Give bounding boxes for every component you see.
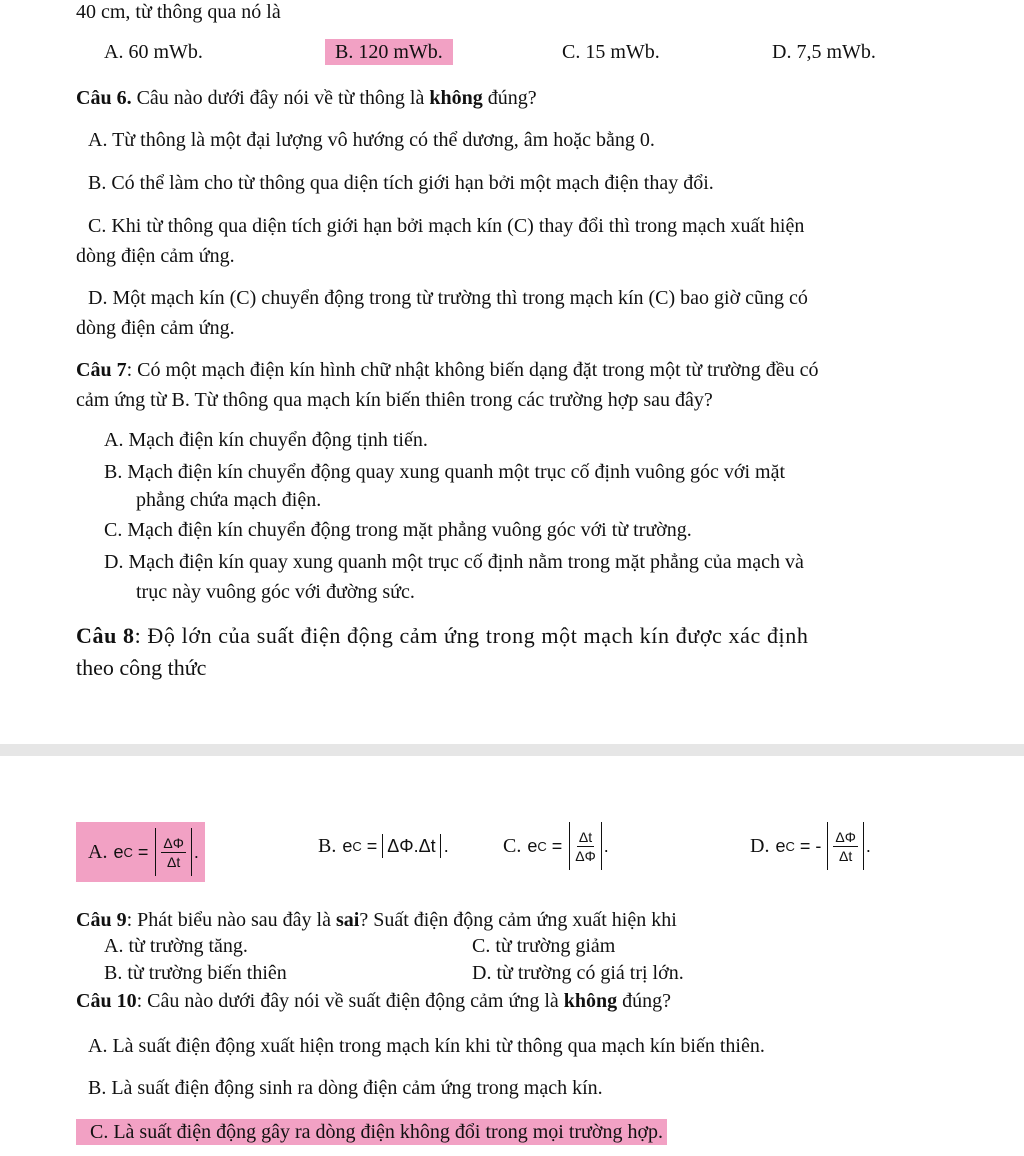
q9-option-a: A. từ trường tăng. [104, 935, 248, 957]
q7-option-c: C. Mạch điện kín chuyển động trong mặt phẳng vuông góc với từ trường. [104, 519, 692, 541]
q10-option-c-highlight: C. Là suất điện động gây ra dòng điện không đổi trong mọi trường hợp. [76, 1119, 667, 1145]
q9-question: Câu 9: Phát biểu nào sau đây là sai? Suất điện động cảm ứng xuất hiện khi [76, 909, 677, 931]
q6-label: Câu 6. [76, 87, 132, 109]
q7-question-line2: cảm ứng từ B. Từ thông qua mạch kín biến thiên trong các trường hợp sau đây? [76, 389, 713, 411]
q8-question-line1: Câu 8: Độ lớn của suất điện động cảm ứng trong một mạch kín được xác định [76, 623, 809, 648]
q10-label: Câu 10 [76, 990, 137, 1012]
q6-option-a: A. Từ thông là một đại lượng vô hướng có thể dương, âm hoặc bằng 0. [88, 129, 655, 151]
q7-option-b-line2: phẳng chứa mạch điện. [136, 489, 322, 511]
q5-tail: 40 cm, từ thông qua nó là [76, 1, 281, 23]
q7-option-b-line1: B. Mạch điện kín chuyển động quay xung quanh một trục cố định vuông góc với mặt [104, 461, 786, 483]
q8-option-b: B. e C = ΔΦ.Δt . [318, 834, 449, 857]
q5-option-b-highlight: B. 120 mWb. [325, 39, 453, 65]
q8-question-line2: theo công thức [76, 655, 207, 680]
q9-option-d: D. từ trường có giá trị lớn. [472, 962, 684, 984]
q9-option-c: C. từ trường giảm [472, 935, 616, 957]
q6-option-c-line1: C. Khi từ thông qua diện tích giới hạn bởi mạch kín (C) thay đổi thì trong mạch xuất hiện [88, 215, 805, 237]
q7-option-a: A. Mạch điện kín chuyển động tịnh tiến. [104, 429, 428, 451]
q9-label: Câu 9 [76, 909, 127, 931]
q5-option-d: D. 7,5 mWb. [772, 41, 876, 63]
q7-option-d-line2: trục này vuông góc với đường sức. [136, 581, 415, 603]
q5-option-a: A. 60 mWb. [104, 41, 203, 63]
q10-option-b: B. Là suất điện động sinh ra dòng điện cảm ứng trong mạch kín. [88, 1077, 603, 1099]
q5-option-b [325, 40, 453, 64]
q6-option-d-line2: dòng điện cảm ứng. [76, 317, 235, 339]
q8-option-a: A. e C = $\frac{\Delta\Phi}{\Delta t}$ . [76, 822, 205, 882]
fraction: $\frac{\Delta\Phi}{\Delta t}$ [827, 822, 864, 870]
q9-option-b: B. từ trường biến thiên [104, 962, 287, 984]
q6-option-b: B. Có thể làm cho từ thông qua diện tích giới hạn bởi một mạch điện thay đổi. [88, 172, 714, 194]
q7-question-line1: Câu 7: Có một mạch điện kín hình chữ nhật không biến dạng đặt trong một từ trường đều có [76, 359, 819, 381]
fraction: $\frac{\Delta\Phi}{\Delta t}$ [155, 828, 192, 876]
q6-option-c-line2: dòng điện cảm ứng. [76, 245, 235, 267]
q7-option-d-line1: D. Mạch điện kín quay xung quanh một trục cố định nằm trong mặt phẳng của mạch và [104, 551, 804, 573]
q8-option-d: D. e C = - $\frac{\Delta\Phi}{\Delta t}$ . [750, 822, 871, 870]
fraction: $\frac{\Delta t}{\Delta\Phi}$ [569, 822, 602, 870]
q5-option-c: C. 15 mWb. [562, 41, 660, 63]
q6-question: Câu 6. Câu nào dưới đây nói về từ thông là không đúng? [76, 87, 537, 109]
q8-option-c: C. e C = $\frac{\Delta t}{\Delta\Phi}$ . [503, 822, 609, 870]
q6-option-d-line1: D. Một mạch kín (C) chuyển động trong từ trường thì trong mạch kín (C) bao giờ cũng có [88, 287, 808, 309]
page-separator [0, 744, 1024, 756]
q10-option-a: A. Là suất điện động xuất hiện trong mạch kín khi từ thông qua mạch kín biến thiên. [88, 1035, 765, 1057]
q7-label: Câu 7 [76, 359, 127, 381]
q10-option-c [76, 1120, 667, 1144]
q10-question: Câu 10: Câu nào dưới đây nói về suất điện động cảm ứng là không đúng? [76, 990, 672, 1012]
q8-label: Câu 8 [76, 623, 135, 648]
